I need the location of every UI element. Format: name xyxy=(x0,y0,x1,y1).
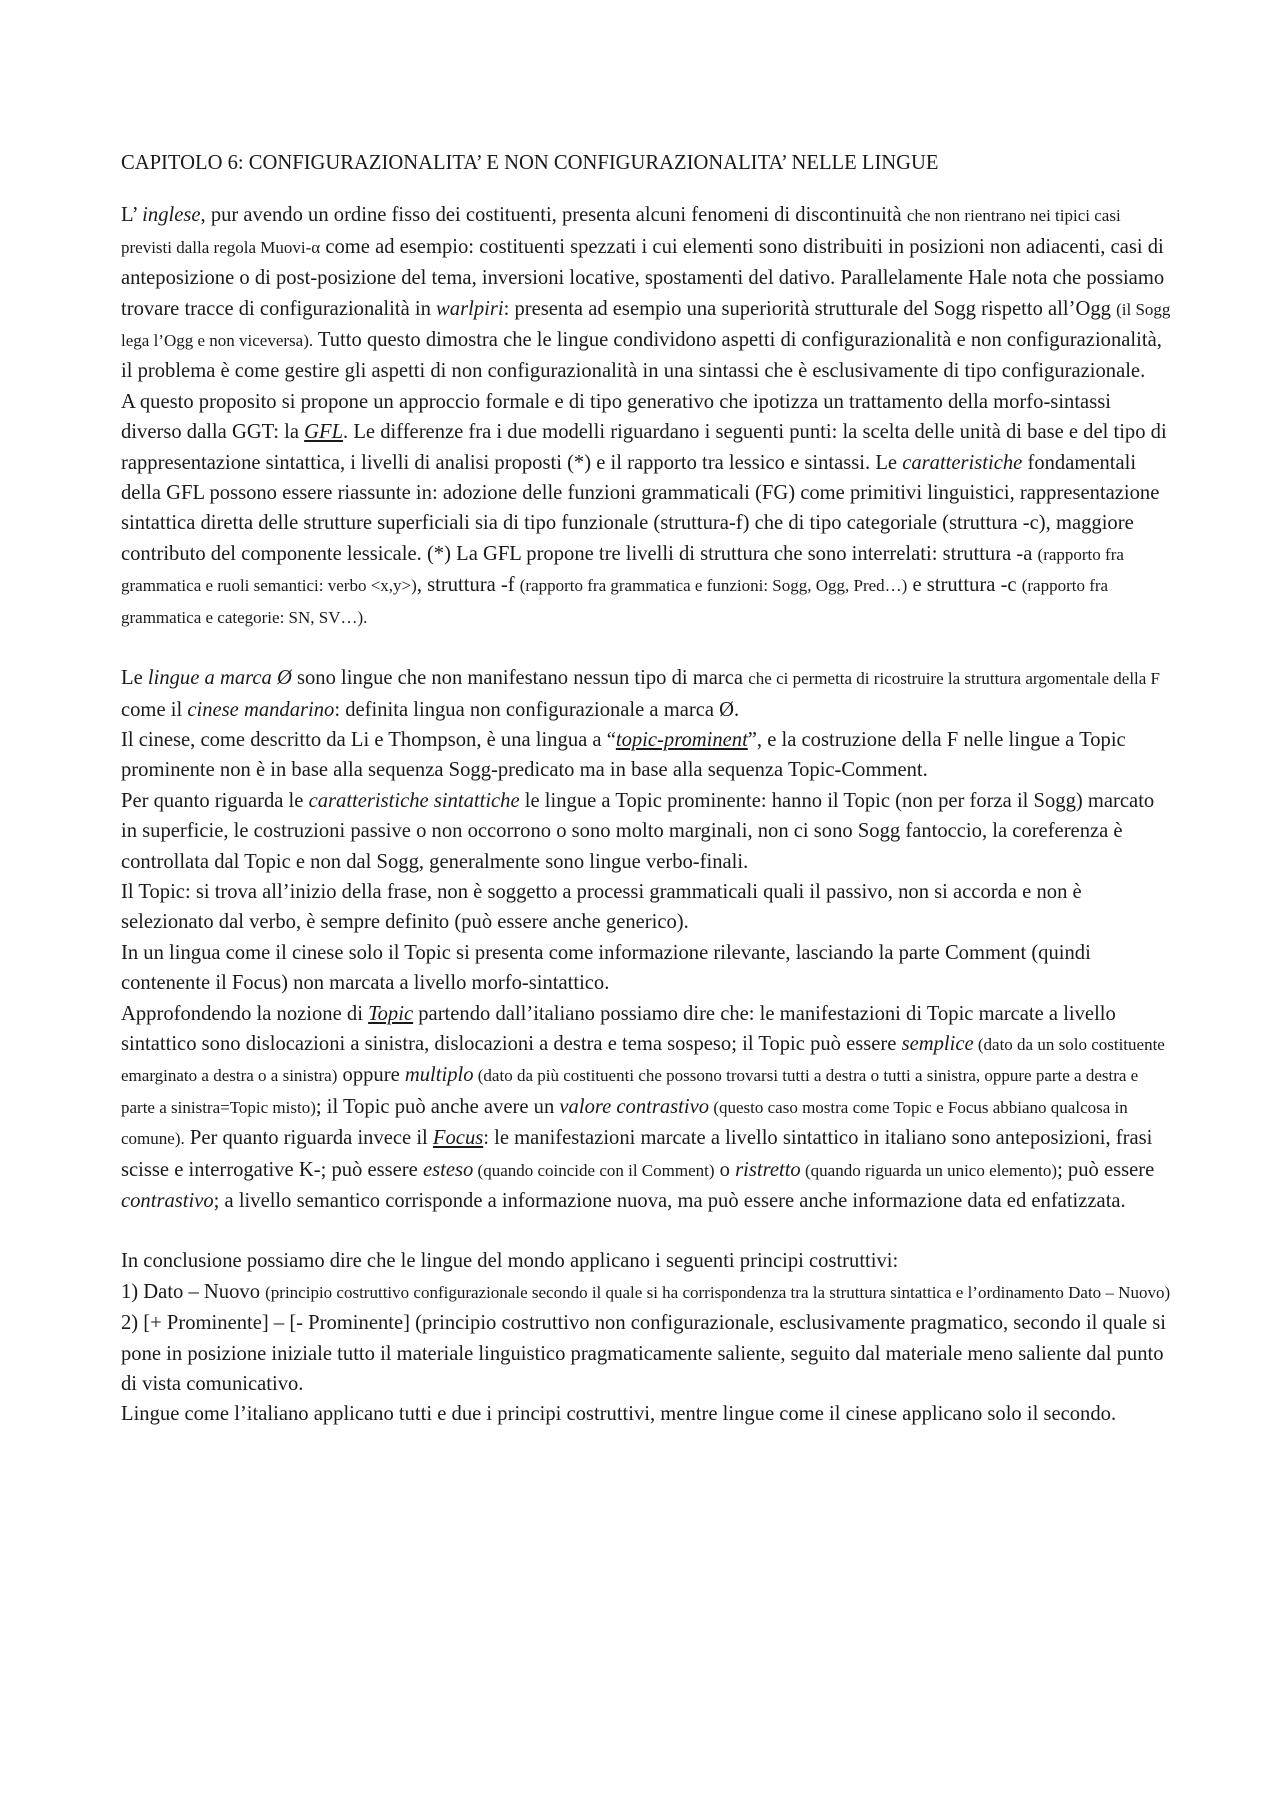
text: ; può essere xyxy=(1057,1158,1155,1181)
paragraph-conclusione: In conclusione possiamo dire che le lingue del mondo applicano i seguenti principi costruttivi: xyxy=(121,1250,899,1273)
term-cinese-mandarino: cinese mandarino xyxy=(187,698,335,721)
paragraph-topic-prominent xyxy=(121,725,1171,786)
term-gfl: GFL xyxy=(304,421,344,444)
text: Tutto questo dimostra che le lingue condividono aspetti di configurazionalità e non configurazionalità, il problema è come gestire gli aspetti di non configurazionalità in una sintassi che è esclusivamente di tipo configurazionale. xyxy=(121,329,1162,383)
term-valore-contrastivo: valore contrastivo xyxy=(559,1095,710,1118)
text: partendo dall’italiano possiamo dire che: le manifestazioni di Topic marcate a livello sintattico sono dislocazioni a sinistra, dislocazioni a destra e tema sospeso; il Topic può essere xyxy=(121,1002,1116,1055)
text: oppure xyxy=(337,1064,405,1087)
list-item-prominente: 2) [+ Prominente] – [- Prominente] (principio costruttivo non configurazionale, esclusivamente pragmatico, secondo il quale si pone in posizione iniziale tutto il materiale linguistico pragmaticamente saliente, seguito dal materiale meno saliente dal punto di vista comunicativo. xyxy=(121,1312,1167,1396)
small-text: che non rientrano nei tipici casi previsti dalla regola Muovi-α xyxy=(121,206,1121,257)
small-text: che ci permetta di ricostruire la struttura argomentale della F xyxy=(748,669,1161,689)
text: Il cinese, come descritto da Li e Thompson, è una lingua a “ xyxy=(121,728,616,751)
text: Per quanto riguarda le xyxy=(121,789,309,812)
paragraph-lingue-marca-zero xyxy=(121,663,1171,725)
term-semplice: semplice xyxy=(901,1032,974,1055)
text: ; a livello semantico corrisponde a informazione nuova, ma può essere anche informazione data ed enfatizzata. xyxy=(213,1190,1126,1212)
small-text: (rapporto fra grammatica e ruoli semantici: verbo <x,y>) xyxy=(121,544,1124,596)
text: e struttura -c xyxy=(907,574,1022,597)
term-contrastivo: contrastivo xyxy=(121,1190,214,1212)
text: A questo proposito si propone un approccio formale e di tipo generativo che ipotizza un trattamento della morfo-sintassi diverso dalla GGT: la xyxy=(121,390,1111,444)
document-page xyxy=(121,148,1171,1430)
text: : le manifestazioni marcate a livello sintattico in italiano sono anteposizioni, frasi scisse e interrogative K-; può essere xyxy=(121,1127,1153,1181)
small-text: (rapporto fra grammatica e categorie: SN, SV…). xyxy=(121,576,1109,627)
paragraph-cinese-topic: In un lingua come il cinese solo il Topic si presenta come informazione rilevante, lasciando la parte Comment (quindi contenente il Focus) non marcata a livello morfo-sintattico. xyxy=(121,941,1091,995)
term-topic: Topic xyxy=(368,1002,414,1025)
term-ristretto: ristretto xyxy=(735,1158,801,1181)
paragraph-caratteristiche-sintattiche xyxy=(121,786,1171,877)
small-text: (principio costruttivo configurazionale secondo il quale si ha corrispondenza tra la struttura sintattica e l’ordinamento Dato – Nuovo) xyxy=(265,1282,1171,1302)
term-focus: Focus xyxy=(432,1127,484,1150)
small-text: (rapporto fra grammatica e funzioni: Sogg, Ogg, Pred…) xyxy=(519,576,908,596)
text: , pur avendo un ordine fisso dei costituenti, presenta alcuni fenomeni di discontinuità xyxy=(200,204,907,227)
small-text: (dato da più costituenti che possono trovarsi tutti a destra o tutti a sinistra, oppure parte a destra e parte a sinistra=Topic misto) xyxy=(121,1066,1139,1117)
text: : presenta ad esempio una superiorità strutturale del Sogg rispetto all’Ogg xyxy=(503,297,1117,320)
text: le lingue a Topic prominente: hanno il Topic (non per forza il Sogg) marcato in superficie, le costruzioni passive o non occorrono o sono molto marginali, non ci sono Sogg fantoccio, la coreferenza è controllata dal Topic e non dal Sogg, generalmente sono lingue verbo-finali. xyxy=(121,789,1155,873)
paragraph-final: Lingue come l’italiano applicano tutti e due i principi costruttivi, mentre lingue come il cinese applicano solo il secondo. xyxy=(121,1403,1117,1426)
paragraph-topic-definition: Il Topic: si trova all’inizio della frase, non è soggetto a processi grammaticali quali il passivo, non si accorda e non è selezionato dal verbo, è sempre definito (può essere anche generico). xyxy=(121,880,1082,934)
term-inglese: inglese xyxy=(142,204,201,227)
text: Approfondendo la nozione di xyxy=(121,1002,369,1025)
text: ”, e la costruzione della F nelle lingue a Topic prominente non è in base alla sequenza Sogg-predicato ma in base alla sequenza Topic-Comment. xyxy=(121,728,1126,782)
text: 1) Dato – Nuovo xyxy=(121,1280,266,1303)
paragraph-gfl xyxy=(121,387,1171,633)
text: sono lingue che non manifestano nessun tipo di marca xyxy=(291,667,749,690)
text: , struttura -f xyxy=(416,574,520,597)
text: fondamentali della GFL possono essere riassunte in: adozione delle funzioni grammaticali (FG) come primitivi linguistici, rappresentazione sintattica diretta delle strutture superficiali sia di tipo funzionale (struttura-f) che di tipo categoriale (struttura -c), maggiore contributo del componente lessicale. (*) La GFL propone tre livelli di struttura che sono interrelati: struttura -a xyxy=(121,451,1160,565)
chapter-title: CAPITOLO 6: CONFIGURAZIONALITA’ E NON CONFIGURAZIONALITA’ NELLE LINGUE xyxy=(121,152,939,174)
small-text: (il Sogg lega l’Ogg e non viceversa). xyxy=(121,299,1171,351)
paragraph-english-warlpiri xyxy=(121,200,1171,386)
term-topic-prominent: topic-prominent xyxy=(615,728,748,751)
text: : definita lingua non configurazionale a marca Ø. xyxy=(334,698,740,721)
term-lingue-a-marca: lingue a marca Ø xyxy=(147,667,292,690)
small-text: (dato da un solo costituente emarginato a destra o a sinistra) xyxy=(121,1034,1165,1086)
small-text: (questo caso mostra come Topic e Focus abbiano qualcosa in comune). xyxy=(121,1097,1128,1149)
text: L’ xyxy=(121,204,143,227)
term-caratteristiche: caratteristiche xyxy=(902,451,1023,474)
term-multiplo: multiplo xyxy=(404,1064,474,1087)
text: ; il Topic può anche avere un xyxy=(315,1095,560,1118)
text: Per quanto riguarda invece il xyxy=(184,1127,433,1150)
text: Le xyxy=(121,667,148,690)
small-text: (quando coincide con il Comment) xyxy=(473,1160,715,1180)
text: come ad esempio: costituenti spezzati i cui elementi sono distribuiti in posizioni non adiacenti, casi di anteposizione o di post-posizione del tema, inversioni locative, spostamenti del dativo. Parallelamente Hale nota che possiamo trovare tracce di configurazionalità in xyxy=(121,235,1165,320)
list-item-dato-nuovo xyxy=(121,1277,1171,1308)
text: . Le differenze fra i due modelli riguardano i seguenti punti: la scelta delle unità di base e del tipo di rappresentazione sintattica, i livelli di analisi proposti (*) e il rapporto tra lessico e sintassi. Le xyxy=(121,421,1167,474)
text: come il xyxy=(121,698,188,721)
paragraph-topic-focus xyxy=(121,999,1171,1217)
term-warlpiri: warlpiri xyxy=(436,297,504,320)
small-text: (quando riguarda un unico elemento) xyxy=(800,1160,1058,1180)
term-caratteristiche-sintattiche: caratteristiche sintattiche xyxy=(308,789,520,812)
text: o xyxy=(714,1158,736,1181)
term-esteso: esteso xyxy=(422,1158,474,1181)
